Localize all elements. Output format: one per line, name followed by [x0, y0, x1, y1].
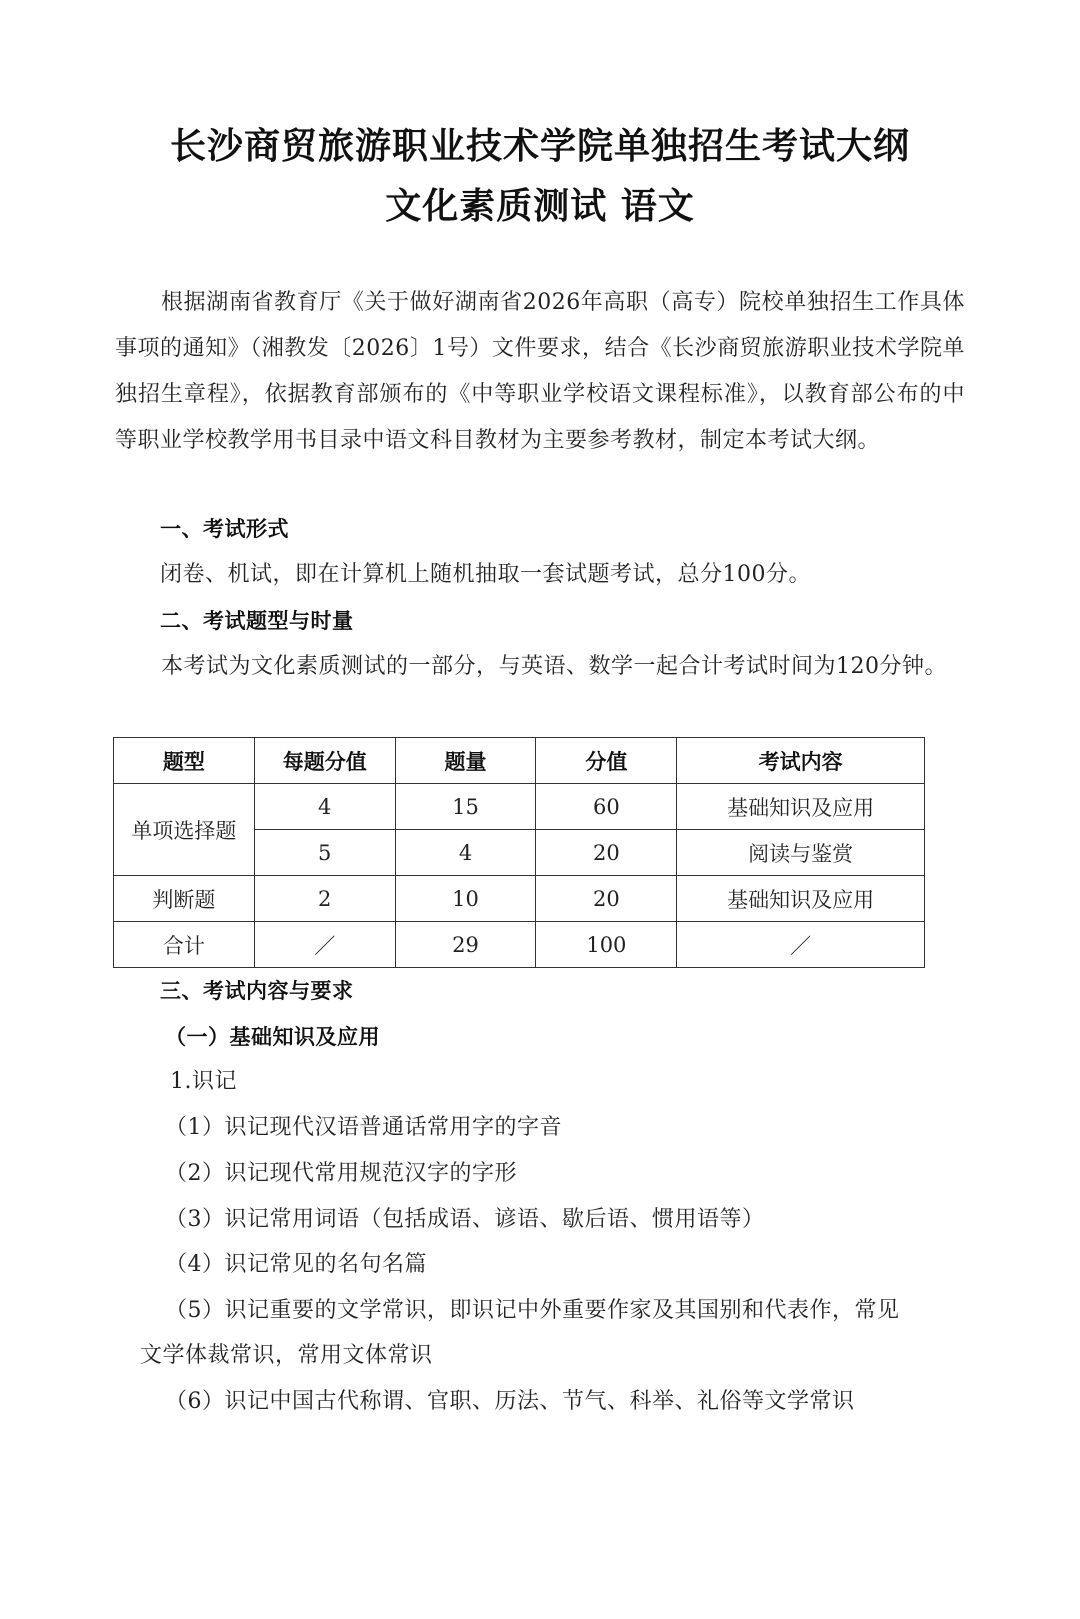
header-cell-count: 题量: [395, 738, 536, 784]
cell-total: 20: [536, 830, 677, 876]
cell-score-each: 2: [254, 876, 395, 922]
cell-count: 4: [395, 830, 536, 876]
table-header-row: [114, 738, 925, 784]
list-item: （2）识记现代常用规范汉字的字形: [165, 1161, 517, 1186]
table-total-row: [114, 922, 925, 968]
header-cell-total: 分值: [536, 738, 677, 784]
document-title: 长沙商贸旅游职业技术学院单独招生考试大纲: [169, 126, 910, 167]
header-cell-content: 考试内容: [677, 738, 925, 784]
list-item: （5）识记重要的文学常识，即识记中外重要作家及其国别和代表作，常见: [165, 1298, 900, 1323]
cell-score-each: 5: [254, 830, 395, 876]
cell-content: ／: [677, 922, 925, 968]
list-item-continuation: 文学体裁常识，常用文体常识: [140, 1343, 433, 1368]
cell-content: 基础知识及应用: [677, 784, 925, 830]
table-row: [114, 784, 925, 830]
section2-heading: 二、考试题型与时量: [160, 609, 354, 633]
section3-heading: 三、考试内容与要求: [160, 979, 354, 1003]
cell-type: 合计: [114, 922, 255, 968]
exam-structure-table: [113, 737, 925, 968]
list-item: （4）识记常见的名句名篇: [165, 1252, 427, 1277]
header-cell-score-each: 每题分值: [254, 738, 395, 784]
cell-total: 60: [536, 784, 677, 830]
cell-count: 29: [395, 922, 536, 968]
intro-paragraph: 根据湖南省教育厅《关于做好湖南省2026年高职（高专）院校单独招生工作具体事项的通知》（湘教发〔2026〕1号）文件要求，结合《长沙商贸旅游职业技术学院单独招生章程》，依据教育部颁布的《中等职业学校语文课程标准》，以教育部公布的中等职业学校教学用书目录中语文科目教材为主要参考教材，制定本考试大纲。: [115, 290, 965, 453]
header-cell-type: 题型: [114, 738, 255, 784]
section2-text: 本考试为文化素质测试的一部分，与英语、数学一起合计考试时间为120分钟。: [161, 654, 947, 679]
cell-score-each: 4: [254, 784, 395, 830]
section1-heading: 一、考试形式: [160, 517, 289, 541]
cell-content: 基础知识及应用: [677, 876, 925, 922]
list-item: （3）识记常用词语（包括成语、谚语、歇后语、惯用语等）: [165, 1207, 765, 1232]
cell-total: 100: [536, 922, 677, 968]
cell-total: 20: [536, 876, 677, 922]
section1-text: 闭卷、机试，即在计算机上随机抽取一套试题考试，总分100分。: [160, 562, 811, 587]
list-item: （1）识记现代汉语普通话常用字的字音: [165, 1115, 562, 1140]
item1-heading: 1.识记: [170, 1069, 237, 1094]
cell-count: 15: [395, 784, 536, 830]
list-item: （6）识记中国古代称谓、官职、历法、节气、科举、礼俗等文学常识: [165, 1389, 855, 1414]
cell-score-each: ／: [254, 922, 395, 968]
cell-type: 判断题: [114, 876, 255, 922]
section3-sub1-heading: （一）基础知识及应用: [165, 1025, 380, 1049]
cell-count: 10: [395, 876, 536, 922]
table-row: [114, 876, 925, 922]
cell-content: 阅读与鉴赏: [677, 830, 925, 876]
document-subtitle: 文化素质测试 语文: [385, 186, 695, 227]
cell-type: 单项选择题: [114, 784, 255, 876]
